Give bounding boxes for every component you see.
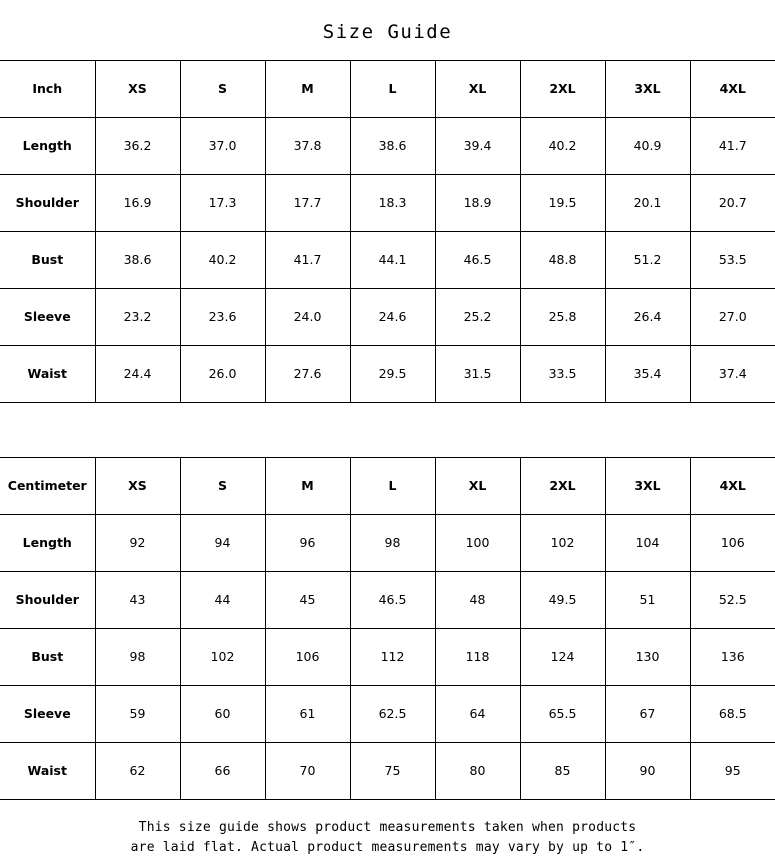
table-cell: 106 (690, 514, 775, 571)
table-cell: 75 (350, 742, 435, 799)
column-header: 3XL (605, 60, 690, 117)
table-cell: 39.4 (435, 117, 520, 174)
table-row (0, 628, 775, 685)
table-cell: 104 (605, 514, 690, 571)
table-row (0, 345, 775, 402)
table-cell: 51 (605, 571, 690, 628)
table-cell: 40.2 (180, 231, 265, 288)
table-header-row (0, 60, 775, 117)
table-cell: 80 (435, 742, 520, 799)
table-cell: 36.2 (95, 117, 180, 174)
row-label: Bust (0, 628, 95, 685)
table-cell: 38.6 (350, 117, 435, 174)
table-row (0, 231, 775, 288)
table-cell: 136 (690, 628, 775, 685)
table-cell: 66 (180, 742, 265, 799)
table-cell: 95 (690, 742, 775, 799)
row-label: Shoulder (0, 174, 95, 231)
table-cell: 112 (350, 628, 435, 685)
size-table-inch (0, 60, 775, 403)
row-label: Sleeve (0, 288, 95, 345)
table-cell: 90 (605, 742, 690, 799)
column-header: S (180, 60, 265, 117)
table-cell: 18.9 (435, 174, 520, 231)
table-cell: 118 (435, 628, 520, 685)
row-label: Length (0, 117, 95, 174)
table-cell: 35.4 (605, 345, 690, 402)
column-header: M (265, 457, 350, 514)
column-header: 2XL (520, 60, 605, 117)
table-cell: 24.0 (265, 288, 350, 345)
table-cell: 130 (605, 628, 690, 685)
table-cell: 27.6 (265, 345, 350, 402)
table-cell: 18.3 (350, 174, 435, 231)
row-label: Waist (0, 345, 95, 402)
table-cell: 52.5 (690, 571, 775, 628)
table-cell: 48.8 (520, 231, 605, 288)
table-cell: 102 (520, 514, 605, 571)
unit-label-inch: Inch (0, 60, 95, 117)
table-cell: 60 (180, 685, 265, 742)
table-cell: 25.2 (435, 288, 520, 345)
table-cell: 40.2 (520, 117, 605, 174)
table-cell: 62.5 (350, 685, 435, 742)
column-header: XL (435, 60, 520, 117)
column-header: XS (95, 457, 180, 514)
column-header: 3XL (605, 457, 690, 514)
table-cell: 102 (180, 628, 265, 685)
table-cell: 49.5 (520, 571, 605, 628)
table-cell: 26.4 (605, 288, 690, 345)
table-cell: 37.8 (265, 117, 350, 174)
table-cell: 59 (95, 685, 180, 742)
table-cell: 65.5 (520, 685, 605, 742)
column-header: M (265, 60, 350, 117)
table-row (0, 174, 775, 231)
column-header: XS (95, 60, 180, 117)
row-label: Bust (0, 231, 95, 288)
size-table-centimeter (0, 457, 775, 800)
table-row (0, 742, 775, 799)
table-cell: 62 (95, 742, 180, 799)
unit-label-centimeter: Centimeter (0, 457, 95, 514)
table-cell: 26.0 (180, 345, 265, 402)
row-label: Length (0, 514, 95, 571)
table-cell: 124 (520, 628, 605, 685)
table-cell: 48 (435, 571, 520, 628)
table-header-row (0, 457, 775, 514)
column-header: L (350, 60, 435, 117)
column-header: 4XL (690, 60, 775, 117)
table-row (0, 685, 775, 742)
table-cell: 41.7 (265, 231, 350, 288)
table-row (0, 117, 775, 174)
column-header: 2XL (520, 457, 605, 514)
table-cell: 53.5 (690, 231, 775, 288)
table-cell: 85 (520, 742, 605, 799)
table-cell: 94 (180, 514, 265, 571)
table-cell: 20.7 (690, 174, 775, 231)
table-cell: 20.1 (605, 174, 690, 231)
table-cell: 17.3 (180, 174, 265, 231)
table-cell: 24.4 (95, 345, 180, 402)
table-cell: 44 (180, 571, 265, 628)
column-header: XL (435, 457, 520, 514)
table-cell: 41.7 (690, 117, 775, 174)
table-cell: 51.2 (605, 231, 690, 288)
table-cell: 70 (265, 742, 350, 799)
table-cell: 98 (350, 514, 435, 571)
column-header: 4XL (690, 457, 775, 514)
column-header: L (350, 457, 435, 514)
table-row (0, 571, 775, 628)
table-cell: 27.0 (690, 288, 775, 345)
row-label: Waist (0, 742, 95, 799)
table-cell: 106 (265, 628, 350, 685)
row-label: Shoulder (0, 571, 95, 628)
table-cell: 45 (265, 571, 350, 628)
table-cell: 92 (95, 514, 180, 571)
page-title: Size Guide (322, 21, 453, 43)
table-cell: 100 (435, 514, 520, 571)
table-cell: 64 (435, 685, 520, 742)
column-header: S (180, 457, 265, 514)
table-spacer (0, 403, 775, 457)
footnote-line-1: This size guide shows product measurements taken when products (138, 819, 637, 835)
table-cell: 68.5 (690, 685, 775, 742)
table-cell: 24.6 (350, 288, 435, 345)
table-cell: 17.7 (265, 174, 350, 231)
table-row (0, 288, 775, 345)
table-cell: 38.6 (95, 231, 180, 288)
table-cell: 25.8 (520, 288, 605, 345)
table-cell: 16.9 (95, 174, 180, 231)
table-cell: 31.5 (435, 345, 520, 402)
table-row (0, 514, 775, 571)
table-cell: 96 (265, 514, 350, 571)
row-label: Sleeve (0, 685, 95, 742)
table-cell: 29.5 (350, 345, 435, 402)
table-cell: 23.6 (180, 288, 265, 345)
table-cell: 43 (95, 571, 180, 628)
table-cell: 23.2 (95, 288, 180, 345)
table-cell: 19.5 (520, 174, 605, 231)
footnote (0, 800, 775, 858)
table-cell: 37.0 (180, 117, 265, 174)
table-cell: 98 (95, 628, 180, 685)
table-cell: 37.4 (690, 345, 775, 402)
table-cell: 67 (605, 685, 690, 742)
footnote-line-2: are laid flat. Actual product measurements may vary by up to 1″. (130, 839, 645, 855)
table-cell: 46.5 (435, 231, 520, 288)
table-cell: 33.5 (520, 345, 605, 402)
table-cell: 61 (265, 685, 350, 742)
table-cell: 44.1 (350, 231, 435, 288)
table-cell: 40.9 (605, 117, 690, 174)
table-cell: 46.5 (350, 571, 435, 628)
